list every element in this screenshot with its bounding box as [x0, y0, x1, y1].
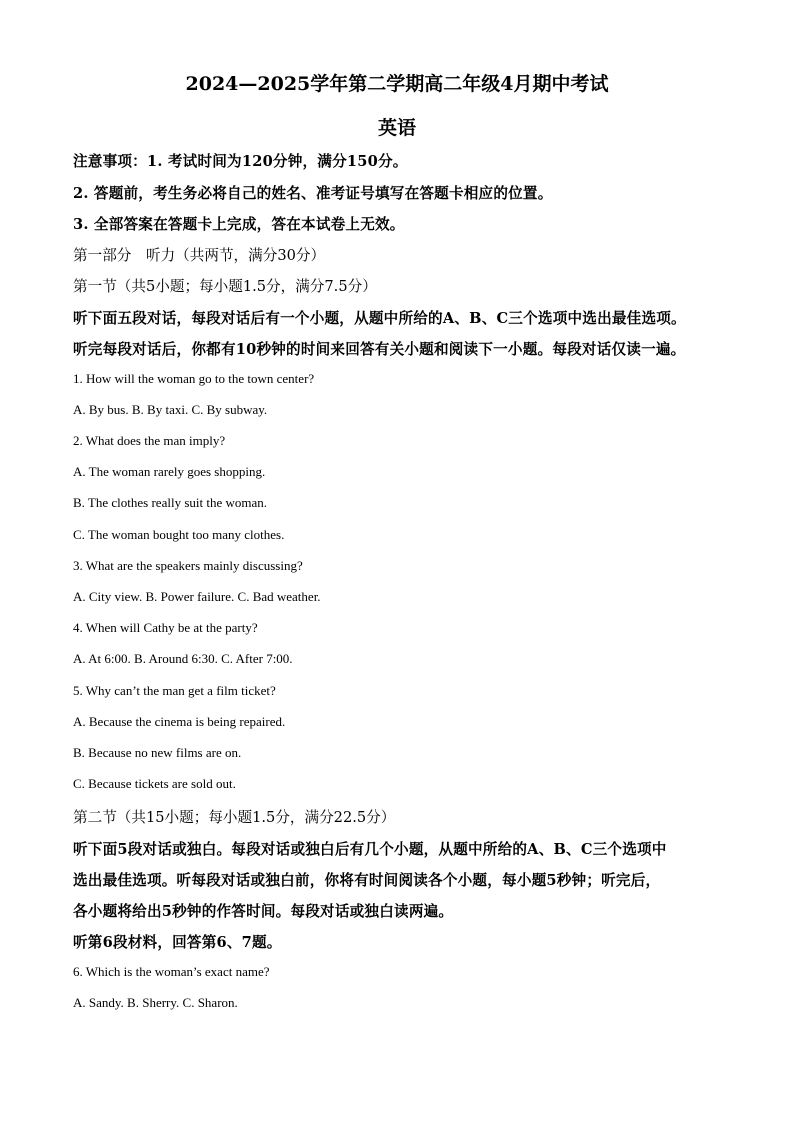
section2-instruction-2: 选出最佳选项。听每段对话或独白前，你将有时间阅读各个小题，每小题5秒钟；听完后， — [73, 872, 661, 889]
question-4-options: A. At 6:00. B. Around 6:30. C. After 7:00. — [73, 651, 293, 666]
question-4: 4. When will Cathy be at the party? — [73, 620, 258, 635]
question-5-option-c: C. Because tickets are sold out. — [73, 776, 236, 791]
question-2-option-a: A. The woman rarely goes shopping. — [73, 464, 266, 479]
question-5-option-b: B. Because no new films are on. — [73, 745, 242, 760]
exam-title: 2024—2025学年第二学期高二年级4月期中考试 — [185, 73, 609, 95]
part1-heading: 第一部分 听力（共两节，满分30分） — [73, 247, 326, 264]
section1-instruction-1: 听下面五段对话，每段对话后有一个小题，从题中所给的A、B、C三个选项中选出最佳选项。 — [73, 310, 686, 327]
section2-instruction-1: 听下面5段对话或独白。每段对话或独白后有几个小题，从题中所给的A、B、C三个选项中 — [73, 841, 667, 858]
note-1: 注意事项：1. 考试时间为120分钟，满分150分。 — [73, 153, 408, 170]
note-2: 2. 答题前，考生务必将自己的姓名、准考证号填写在答题卡相应的位置。 — [73, 185, 553, 202]
question-2-option-c: C. The woman bought too many clothes. — [73, 527, 285, 542]
question-6: 6. Which is the woman’s exact name? — [73, 964, 270, 979]
section1-heading: 第一节（共5小题；每小题1.5分，满分7.5分） — [73, 278, 377, 295]
question-1-options: A. By bus. B. By taxi. C. By subway. — [73, 402, 268, 417]
subject-title: 英语 — [377, 117, 416, 139]
question-3: 3. What are the speakers mainly discussing? — [73, 558, 303, 573]
question-2: 2. What does the man imply? — [73, 433, 226, 448]
question-2-option-b: B. The clothes really suit the woman. — [73, 495, 267, 510]
section1-instruction-2: 听完每段对话后，你都有10秒钟的时间来回答有关小题和阅读下一小题。每段对话仅读一遍。 — [73, 341, 686, 358]
material-6-heading: 听第6段材料，回答第6、7题。 — [73, 934, 282, 951]
question-5-option-a: A. Because the cinema is being repaired. — [73, 714, 286, 729]
section2-heading: 第二节（共15小题；每小题1.5分，满分22.5分） — [73, 809, 396, 826]
note-3: 3. 全部答案在答题卡上完成，答在本试卷上无效。 — [73, 216, 405, 233]
question-3-options: A. City view. B. Power failure. C. Bad weather. — [73, 589, 321, 604]
section2-instruction-3: 各小题将给出5秒钟的作答时间。每段对话或独白读两遍。 — [73, 903, 454, 920]
question-5: 5. Why can’t the man get a film ticket? — [73, 683, 276, 698]
question-1: 1. How will the woman go to the town center? — [73, 371, 315, 386]
question-6-options: A. Sandy. B. Sherry. C. Sharon. — [73, 995, 238, 1010]
